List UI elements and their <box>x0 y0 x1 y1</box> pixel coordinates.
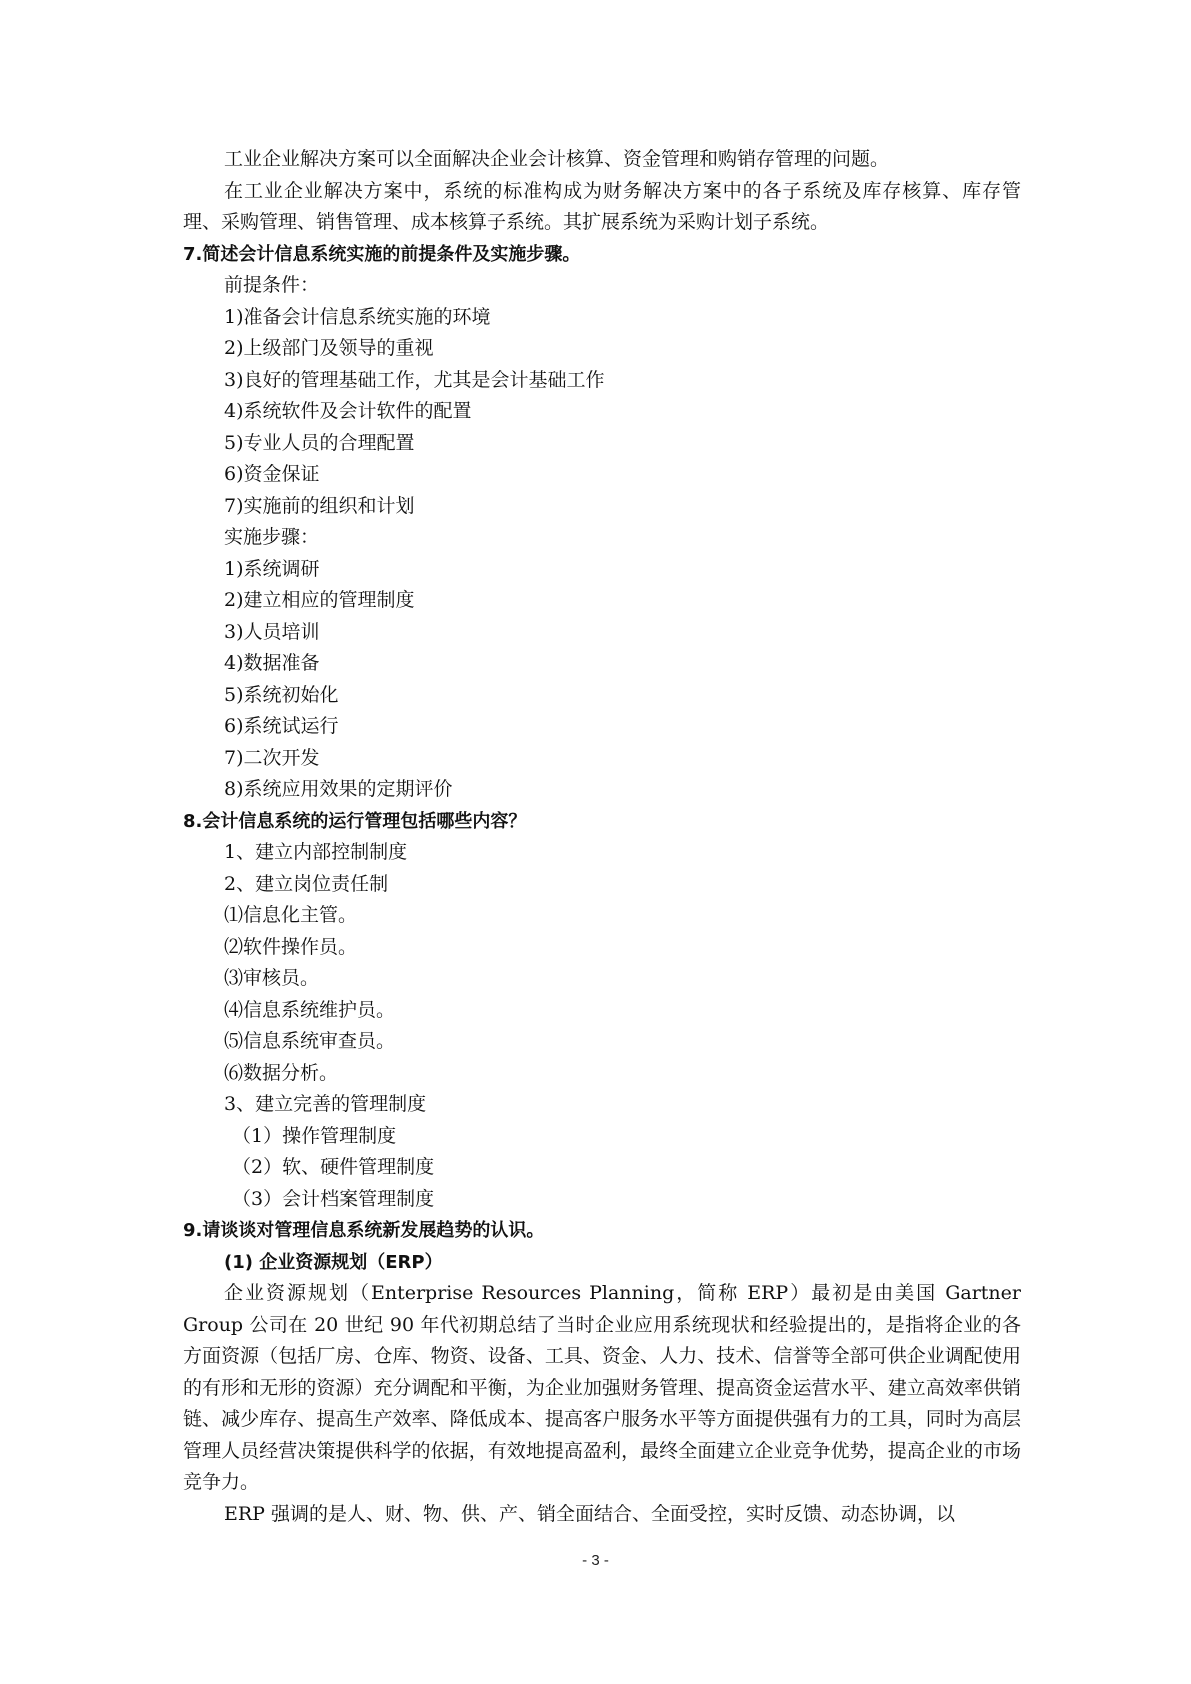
erp-paragraph-2: ERP 强调的是人、财、物、供、产、销全面结合、全面受控，实时反馈、动态协调，以 <box>224 1502 956 1525</box>
step-item: 1)系统调研 <box>224 557 320 580</box>
question-8-heading: 8.会计信息系统的运行管理包括哪些内容？ <box>183 810 527 832</box>
rule-item: （1）操作管理制度 <box>232 1124 397 1147</box>
step-item: 6)系统试运行 <box>224 715 339 737</box>
question-7-heading: 7.简述会计信息系统实施的前提条件及实施步骤。 <box>183 243 581 265</box>
erp-paragraph-1: 企业资源规划（Enterprise Resources Planning，简称 ERP）最初是由美国 Gartner Group 公司在 20 世纪 90 年代初期总结了当时企业应用系统现状和经验提出的，是指将企业的各方面资源（包括厂房、仓库、物资、设备、工具、资金、人力、技术、信誉等全部可供企业调配使用的有形和无形的资源）充分调配和平衡，为企业加强财务管理、提高资金运营水平、建立高效率供销链、减少库存、提高生产效率、降低成本、提高客户服务水平等方面提供强有力的工具，同时为高层管理人员经营决策提供科学的依据，有效地提高盈利，最终全面建立企业竞争优势，提高企业的市场竞争力。 <box>183 1282 1021 1493</box>
intro-paragraph-1: 工业企业解决方案可以全面解决企业会计核算、资金管理和购销存管理的问题。 <box>224 148 890 170</box>
prereq-item: 3)良好的管理基础工作，尤其是会计基础工作 <box>224 368 605 391</box>
rule-item: （2）软、硬件管理制度 <box>232 1156 435 1178</box>
erp-subheading: (1) 企业资源规划（ERP） <box>224 1251 443 1273</box>
step-item: 5)系统初始化 <box>224 683 339 706</box>
prereq-item: 4)系统软件及会计软件的配置 <box>224 400 472 422</box>
role-item: ⑷信息系统维护员。 <box>224 998 396 1021</box>
rule-item: （3）会计档案管理制度 <box>232 1187 435 1210</box>
prereq-label: 前提条件： <box>224 274 320 296</box>
prereq-item: 5)专业人员的合理配置 <box>224 431 415 454</box>
prereq-item: 2)上级部门及领导的重视 <box>224 337 434 359</box>
q8-item: 3、建立完善的管理制度 <box>224 1093 427 1115</box>
prereq-item: 1)准备会计信息系统实施的环境 <box>224 305 491 328</box>
step-item: 8)系统应用效果的定期评价 <box>224 778 453 800</box>
question-9-heading: 9.请谈谈对管理信息系统新发展趋势的认识。 <box>183 1220 545 1241</box>
role-item: ⑸信息系统审查员。 <box>224 1030 396 1052</box>
prereq-item: 7)实施前的组织和计划 <box>224 494 415 517</box>
q8-item: 2、建立岗位责任制 <box>224 872 389 895</box>
page-number: - 3 - <box>582 1552 609 1569</box>
role-item: ⑶审核员。 <box>224 967 320 989</box>
role-item: ⑹数据分析。 <box>224 1061 339 1084</box>
page-content <box>183 144 1021 1530</box>
intro-paragraph-2: 在工业企业解决方案中，系统的标准构成为财务解决方案中的各子系统及库存核算、库存管理、采购管理、销售管理、成本核算子系统。其扩展系统为采购计划子系统。 <box>183 179 1021 233</box>
step-item: 3)人员培训 <box>224 620 320 643</box>
q8-item: 1、建立内部控制制度 <box>224 841 408 863</box>
step-item: 7)二次开发 <box>224 746 320 769</box>
role-item: ⑴信息化主管。 <box>224 904 358 926</box>
steps-label: 实施步骤： <box>224 526 320 548</box>
prereq-item: 6)资金保证 <box>224 463 320 485</box>
role-item: ⑵软件操作员。 <box>224 935 358 958</box>
step-item: 4)数据准备 <box>224 652 320 674</box>
step-item: 2)建立相应的管理制度 <box>224 589 415 611</box>
